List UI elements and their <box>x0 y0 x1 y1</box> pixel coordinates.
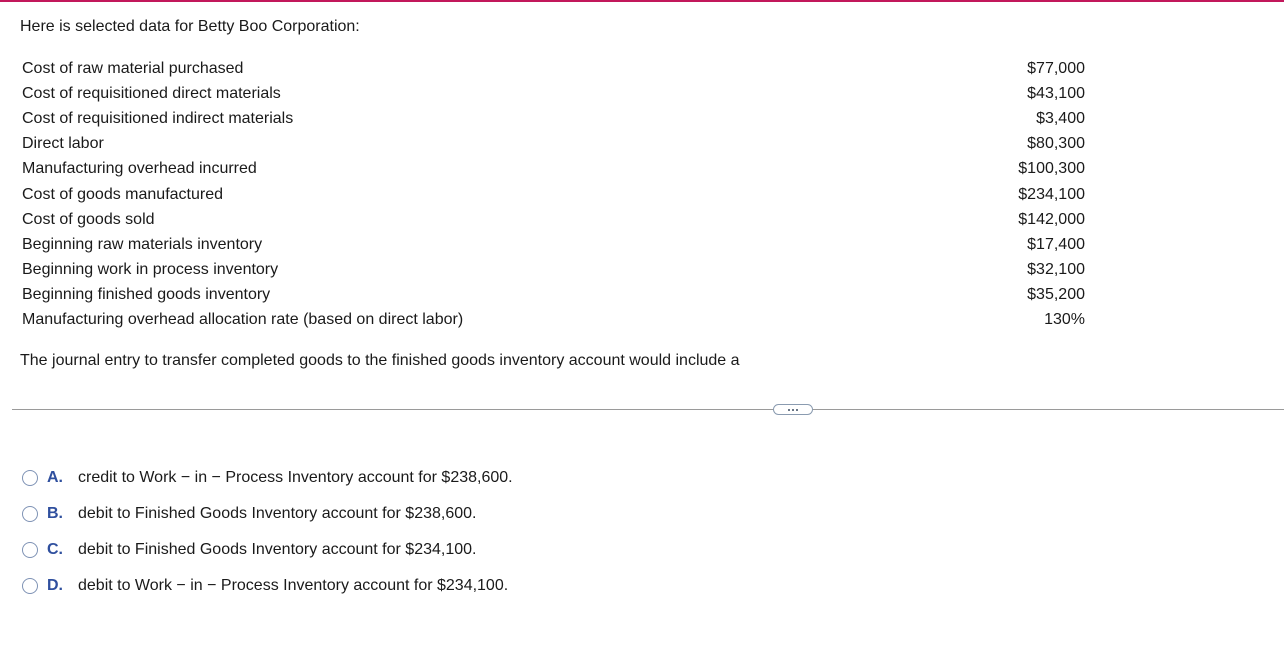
row-label: Cost of requisitioned indirect materials <box>22 109 294 127</box>
question-text: The journal entry to transfer completed goods to the finished goods inventory account would include a <box>20 352 740 369</box>
answer-option-d[interactable] <box>22 568 513 604</box>
table-row <box>22 207 1085 232</box>
row-label: Beginning work in process inventory <box>22 261 279 279</box>
row-label: Cost of raw material purchased <box>22 59 244 77</box>
row-label: Manufacturing overhead allocation rate (based on direct labor) <box>22 311 464 329</box>
data-table <box>22 56 1085 333</box>
intro-text: Here is selected data for Betty Boo Corporation: <box>20 18 360 35</box>
row-label: Manufacturing overhead incurred <box>22 160 257 178</box>
ellipsis-icon <box>796 409 798 411</box>
table-row <box>22 283 1085 308</box>
radio-button[interactable] <box>22 470 38 486</box>
option-text: debit to Work − in − Process Inventory account for $234,100. <box>78 577 509 594</box>
row-label: Cost of goods sold <box>22 210 155 228</box>
row-label: Beginning finished goods inventory <box>22 286 271 304</box>
ellipsis-icon <box>788 409 790 411</box>
table-row <box>22 132 1085 157</box>
row-value: $100,300 <box>1018 160 1085 178</box>
row-value: 130% <box>1044 311 1085 329</box>
table-row <box>22 157 1085 182</box>
table-row <box>22 308 1085 333</box>
table-row <box>22 232 1085 257</box>
radio-button[interactable] <box>22 506 38 522</box>
option-text: debit to Finished Goods Inventory account for $238,600. <box>78 505 477 522</box>
radio-button[interactable] <box>22 578 38 594</box>
top-accent-bar <box>0 0 1284 2</box>
row-value: $80,300 <box>1027 135 1085 153</box>
row-value: $35,200 <box>1027 286 1085 304</box>
radio-button[interactable] <box>22 542 38 558</box>
option-text: debit to Finished Goods Inventory account for $234,100. <box>78 541 477 558</box>
option-text: credit to Work − in − Process Inventory account for $238,600. <box>78 469 513 486</box>
option-letter: B. <box>47 505 63 522</box>
row-value: $142,000 <box>1018 210 1085 228</box>
answer-option-b[interactable] <box>22 496 513 532</box>
row-value: $234,100 <box>1018 185 1085 203</box>
option-letter: A. <box>47 469 63 486</box>
row-value: $43,100 <box>1027 84 1085 102</box>
row-value: $77,000 <box>1027 59 1085 77</box>
section-divider <box>12 409 1284 410</box>
table-row <box>22 56 1085 81</box>
row-label: Beginning raw materials inventory <box>22 235 263 253</box>
row-value: $32,100 <box>1027 261 1085 279</box>
row-label: Cost of goods manufactured <box>22 185 224 203</box>
row-value: $17,400 <box>1027 235 1085 253</box>
row-label: Direct labor <box>22 135 104 153</box>
more-button[interactable] <box>773 404 813 415</box>
table-row <box>22 106 1085 131</box>
option-letter: D. <box>47 577 63 594</box>
answer-options <box>22 460 513 604</box>
table-row <box>22 81 1085 106</box>
ellipsis-icon <box>792 409 794 411</box>
table-row <box>22 182 1085 207</box>
answer-option-c[interactable] <box>22 532 513 568</box>
option-letter: C. <box>47 541 63 558</box>
row-value: $3,400 <box>1036 109 1085 127</box>
row-label: Cost of requisitioned direct materials <box>22 84 281 102</box>
answer-option-a[interactable] <box>22 460 513 496</box>
table-row <box>22 258 1085 283</box>
